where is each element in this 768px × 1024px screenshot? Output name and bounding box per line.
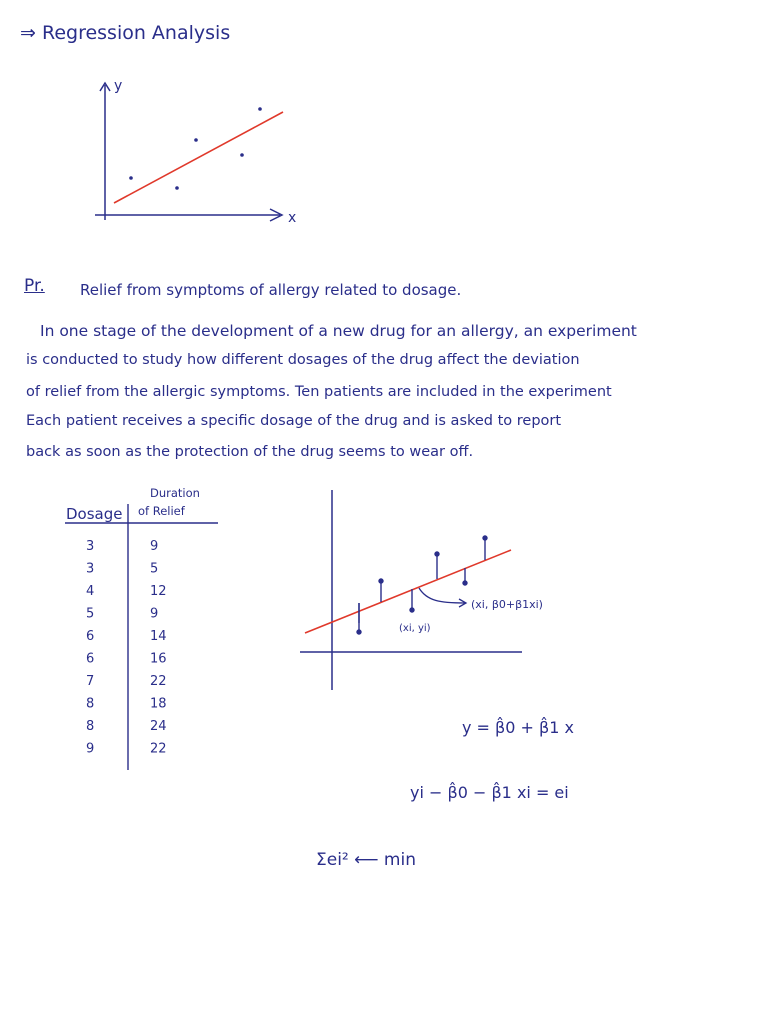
table-cell-relief: 14 (150, 629, 167, 644)
observed-point (379, 579, 383, 583)
table-cell-relief: 24 (150, 719, 167, 734)
observed-point (483, 536, 487, 540)
table-cell-relief: 22 (150, 674, 167, 689)
table-cell-dosage: 7 (86, 674, 95, 689)
table-cell-dosage: 3 (86, 539, 95, 554)
paragraph-line: back as soon as the protection of the drug seems to wear off. (26, 444, 474, 460)
page-heading (20, 22, 230, 44)
dosage-header: Dosage (66, 505, 123, 523)
table-cell-dosage: 9 (86, 741, 95, 757)
double-arrow-icon: ⇒ (20, 22, 36, 44)
paragraph-line: In one stage of the development of a new drug for an allergy, an experiment (40, 322, 637, 340)
observed-point (410, 608, 414, 612)
data-point (175, 186, 179, 190)
data-point (258, 107, 262, 111)
table-cell-relief: 16 (150, 651, 167, 667)
relief-header-line1: Duration (150, 486, 200, 500)
data-point (194, 138, 198, 142)
residual-sketch (295, 485, 595, 695)
y-axis-label: y (114, 78, 123, 94)
paragraph-line: Each patient receives a specific dosage of the drug and is asked to report (26, 413, 562, 429)
dosage-table (60, 480, 230, 775)
data-point (129, 176, 133, 180)
problem-label: Pr. (24, 276, 45, 296)
table-cell-relief: 12 (150, 584, 167, 599)
table-cell-relief: 5 (150, 561, 159, 577)
table-cell-relief: 9 (150, 606, 159, 622)
table-cell-dosage: 5 (86, 606, 95, 622)
table-cell-dosage: 8 (86, 719, 95, 734)
paragraph-line: is conducted to study how different dosages of the drug affect the deviation (26, 352, 580, 368)
observed-point-label: (xi, yi) (399, 623, 431, 634)
table-cell-dosage: 8 (86, 696, 95, 712)
table-cell-relief: 9 (150, 539, 159, 554)
residual-equation: yi − β̂0 − β̂1 xi = ei (410, 783, 569, 802)
problem-title: Relief from symptoms of allergy related to dosage. (80, 281, 462, 299)
heading-text: Regression Analysis (41, 22, 231, 44)
fitted-line (305, 550, 511, 633)
table-cell-dosage: 3 (86, 561, 95, 577)
least-squares-objective: Σei² ⟵ min (316, 850, 416, 870)
fitted-line (114, 112, 283, 203)
table-cell-dosage: 6 (86, 651, 95, 667)
x-axis-label: x (288, 210, 297, 226)
fitted-point-label: (xi, β0+β1xi) (471, 598, 543, 611)
table-cell-dosage: 4 (86, 584, 95, 599)
pointer-curve (419, 588, 465, 603)
data-point (240, 153, 244, 157)
relief-header-line2: of Relief (138, 504, 185, 518)
table-cell-relief: 18 (150, 696, 167, 712)
scatter-sketch (90, 75, 320, 235)
observed-point (435, 552, 439, 556)
table-cell-dosage: 6 (86, 629, 95, 644)
table-cell-relief: 22 (150, 741, 167, 757)
regression-model-equation: y = β̂0 + β̂1 x (462, 718, 574, 737)
paragraph-line: of relief from the allergic symptoms. Ten patients are included in the experiment (26, 384, 612, 400)
observed-point (463, 581, 467, 585)
